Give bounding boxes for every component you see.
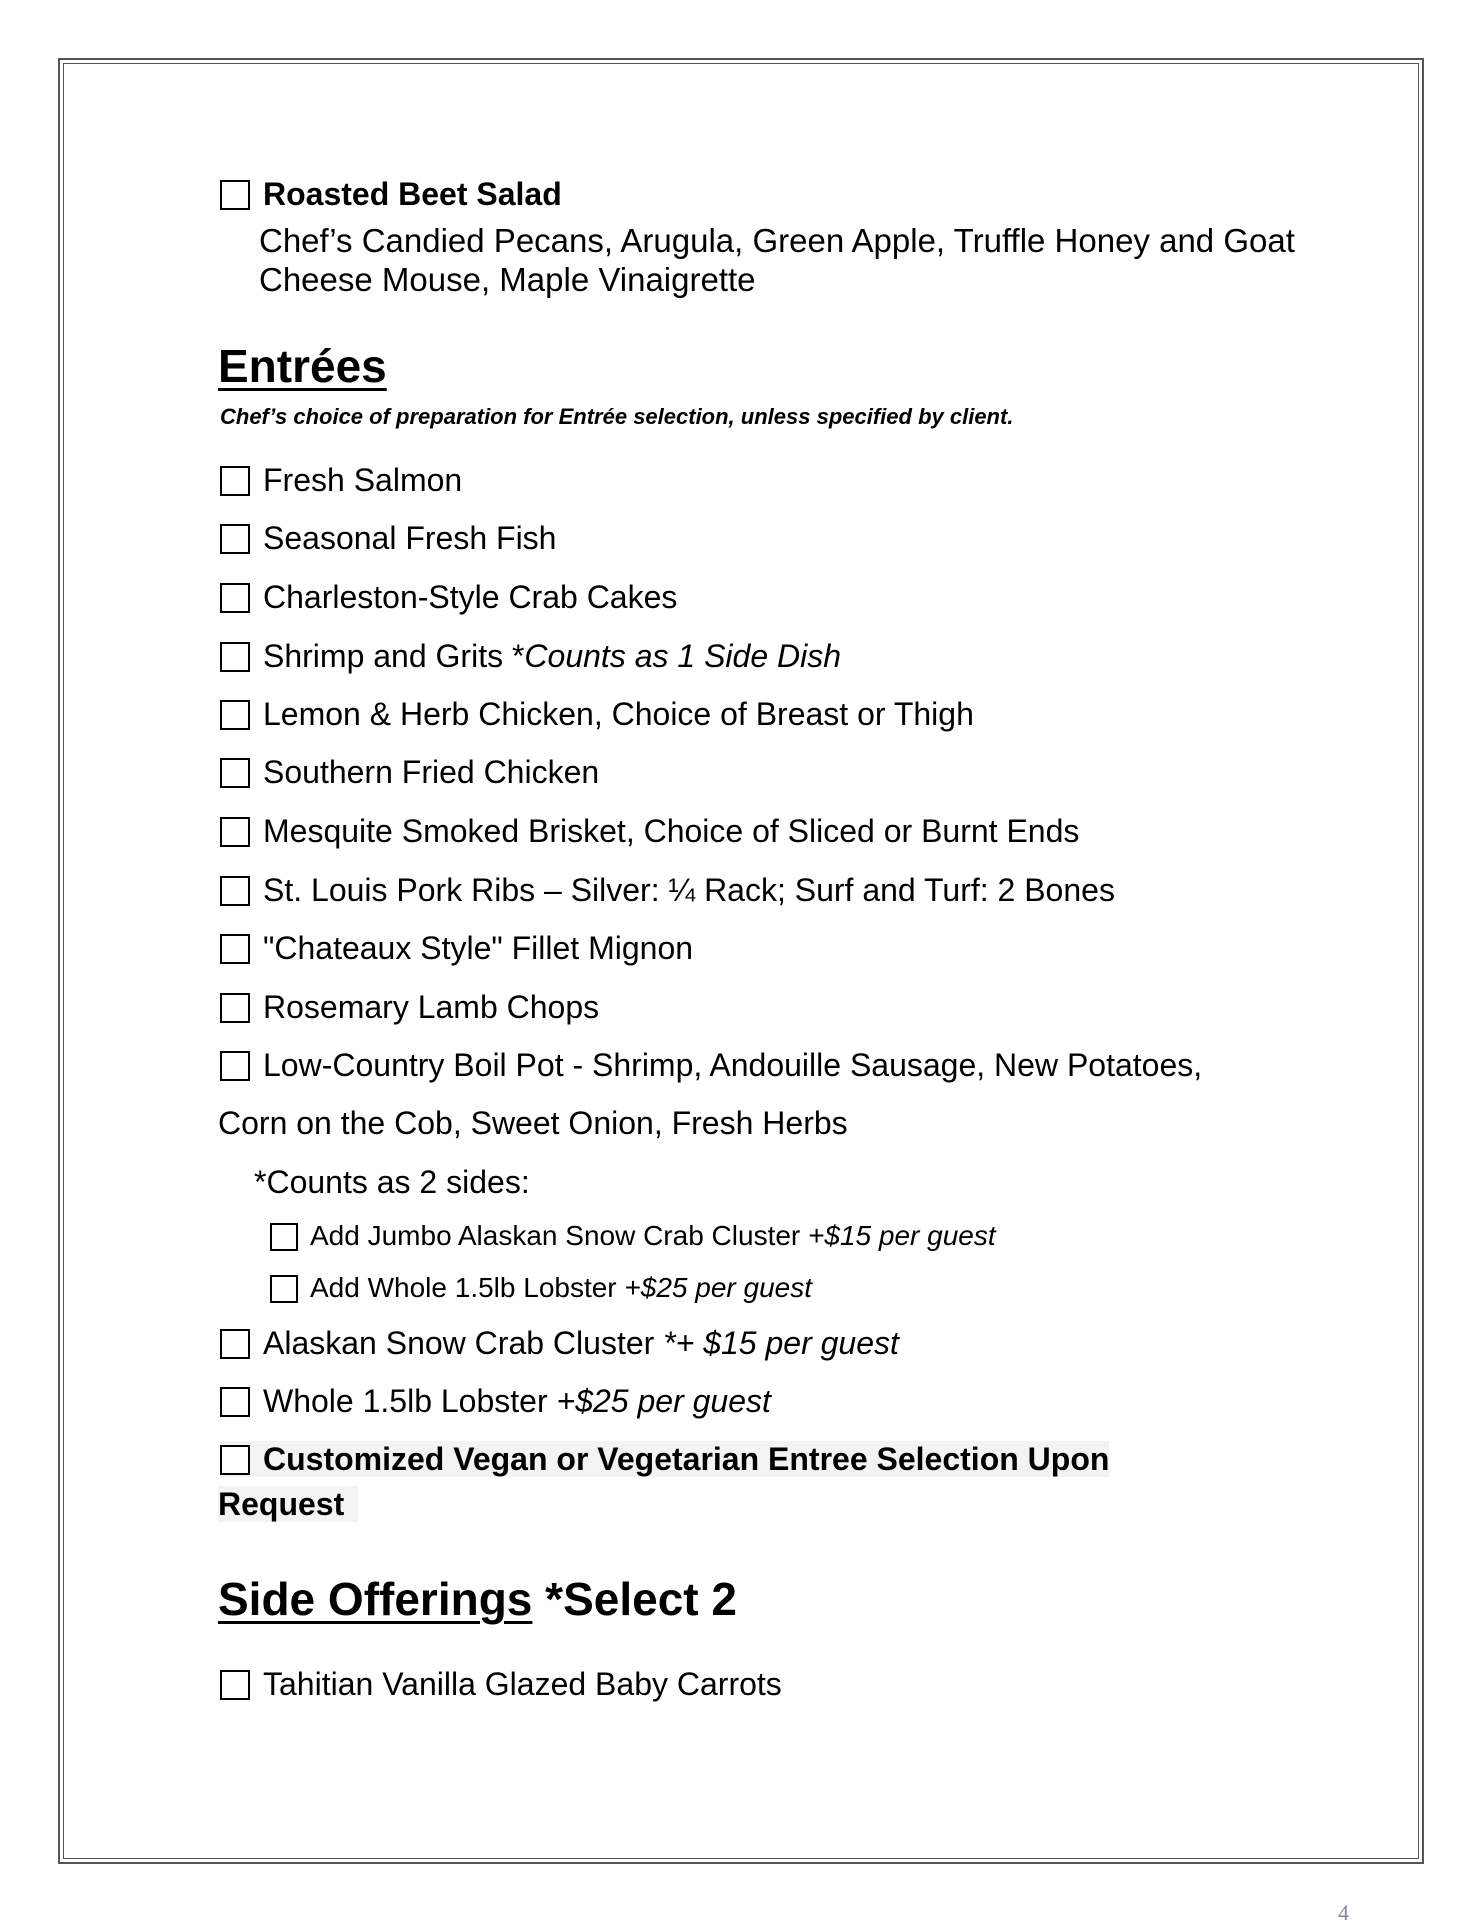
item-title: Roasted Beet Salad — [263, 176, 562, 212]
item-description-line2: Cheese Mouse, Maple Vinaigrette — [259, 261, 756, 298]
item-label: Fresh Salmon — [263, 462, 463, 498]
item-label: Shrimp and Grits * — [263, 638, 525, 674]
checkbox[interactable] — [220, 583, 250, 613]
item-label: St. Louis Pork Ribs – Silver: ¼ Rack; Surf and Turf: 2 Bones — [263, 872, 1115, 908]
checkbox[interactable] — [220, 817, 250, 847]
checkbox[interactable] — [220, 1051, 250, 1081]
menu-item-roasted-beet-salad — [220, 176, 562, 212]
entree-item — [220, 638, 841, 674]
entree-item — [220, 520, 556, 556]
entrees-note: Chef’s choice of preparation for Entrée selection, unless specified by client. — [220, 404, 1014, 429]
item-price: +$25 per guest — [556, 1383, 771, 1419]
checkbox[interactable] — [220, 934, 250, 964]
addon-item — [270, 1272, 812, 1304]
item-label: Lemon & Herb Chicken, Choice of Breast or Thigh — [263, 696, 974, 732]
counts-note: *Counts as 2 sides: — [254, 1164, 530, 1200]
heading-text: Entrées — [218, 340, 387, 392]
entree-item — [220, 813, 1079, 849]
entree-item — [220, 462, 462, 498]
section-heading-entrees — [218, 340, 387, 392]
heading-text: Side Offerings — [218, 1573, 533, 1625]
checkbox[interactable] — [270, 1275, 298, 1303]
entree-item — [220, 1047, 1202, 1083]
section-heading-sides — [218, 1573, 737, 1625]
item-label-continuation: Corn on the Cob, Sweet Onion, Fresh Herbs — [218, 1105, 848, 1141]
checkbox[interactable] — [270, 1223, 298, 1251]
addon-item — [270, 1220, 996, 1252]
entree-item — [220, 579, 677, 615]
entree-item — [220, 872, 1115, 908]
checkbox[interactable] — [220, 993, 250, 1023]
item-label: Alaskan Snow Crab Cluster — [263, 1325, 664, 1361]
entree-item — [220, 989, 599, 1025]
checkbox[interactable] — [220, 758, 250, 788]
item-label: "Chateaux Style" Fillet Mignon — [263, 930, 694, 966]
addon-label: Add Whole 1.5lb Lobster — [310, 1272, 625, 1303]
side-item — [220, 1666, 782, 1702]
checkbox[interactable] — [220, 1445, 250, 1475]
item-label-continuation: Request — [218, 1486, 358, 1522]
entree-item — [220, 1325, 899, 1361]
checkbox[interactable] — [220, 1329, 250, 1359]
item-label: Whole 1.5lb Lobster — [263, 1383, 557, 1419]
entree-item — [220, 696, 974, 732]
item-label: Tahitian Vanilla Glazed Baby Carrots — [263, 1666, 782, 1702]
addon-label: Add Jumbo Alaskan Snow Crab Cluster — [310, 1220, 809, 1251]
addon-price: +$15 per guest — [808, 1220, 996, 1251]
checkbox[interactable] — [220, 524, 250, 554]
item-note: Counts as 1 Side Dish — [524, 638, 842, 674]
checkbox[interactable] — [220, 1670, 250, 1700]
item-description-line1: Chef’s Candied Pecans, Arugula, Green Apple, Truffle Honey and Goat — [259, 222, 1295, 259]
checkbox[interactable] — [220, 642, 250, 672]
item-label: Rosemary Lamb Chops — [263, 989, 600, 1025]
item-label: Seasonal Fresh Fish — [263, 520, 557, 556]
entree-item-custom — [220, 1441, 1109, 1477]
item-label: Charleston-Style Crab Cakes — [263, 579, 678, 615]
entree-item — [220, 1383, 771, 1419]
checkbox[interactable] — [220, 1387, 250, 1417]
entree-item — [220, 930, 693, 966]
item-label: Southern Fried Chicken — [263, 754, 600, 790]
item-label: Low-Country Boil Pot - Shrimp, Andouille Sausage, New Potatoes, — [263, 1047, 1203, 1083]
entree-item — [220, 754, 599, 790]
checkbox[interactable] — [220, 180, 250, 210]
checkbox[interactable] — [220, 876, 250, 906]
checkbox[interactable] — [220, 466, 250, 496]
heading-suffix: *Select 2 — [532, 1573, 737, 1625]
item-price: *+ $15 per guest — [663, 1325, 899, 1361]
checkbox[interactable] — [220, 700, 250, 730]
page-number: 4 — [1338, 1900, 1349, 1925]
item-label: Mesquite Smoked Brisket, Choice of Sliced or Burnt Ends — [263, 813, 1080, 849]
addon-price: +$25 per guest — [624, 1272, 813, 1303]
item-label: Customized Vegan or Vegetarian Entree Selection Upon — [263, 1441, 1110, 1477]
